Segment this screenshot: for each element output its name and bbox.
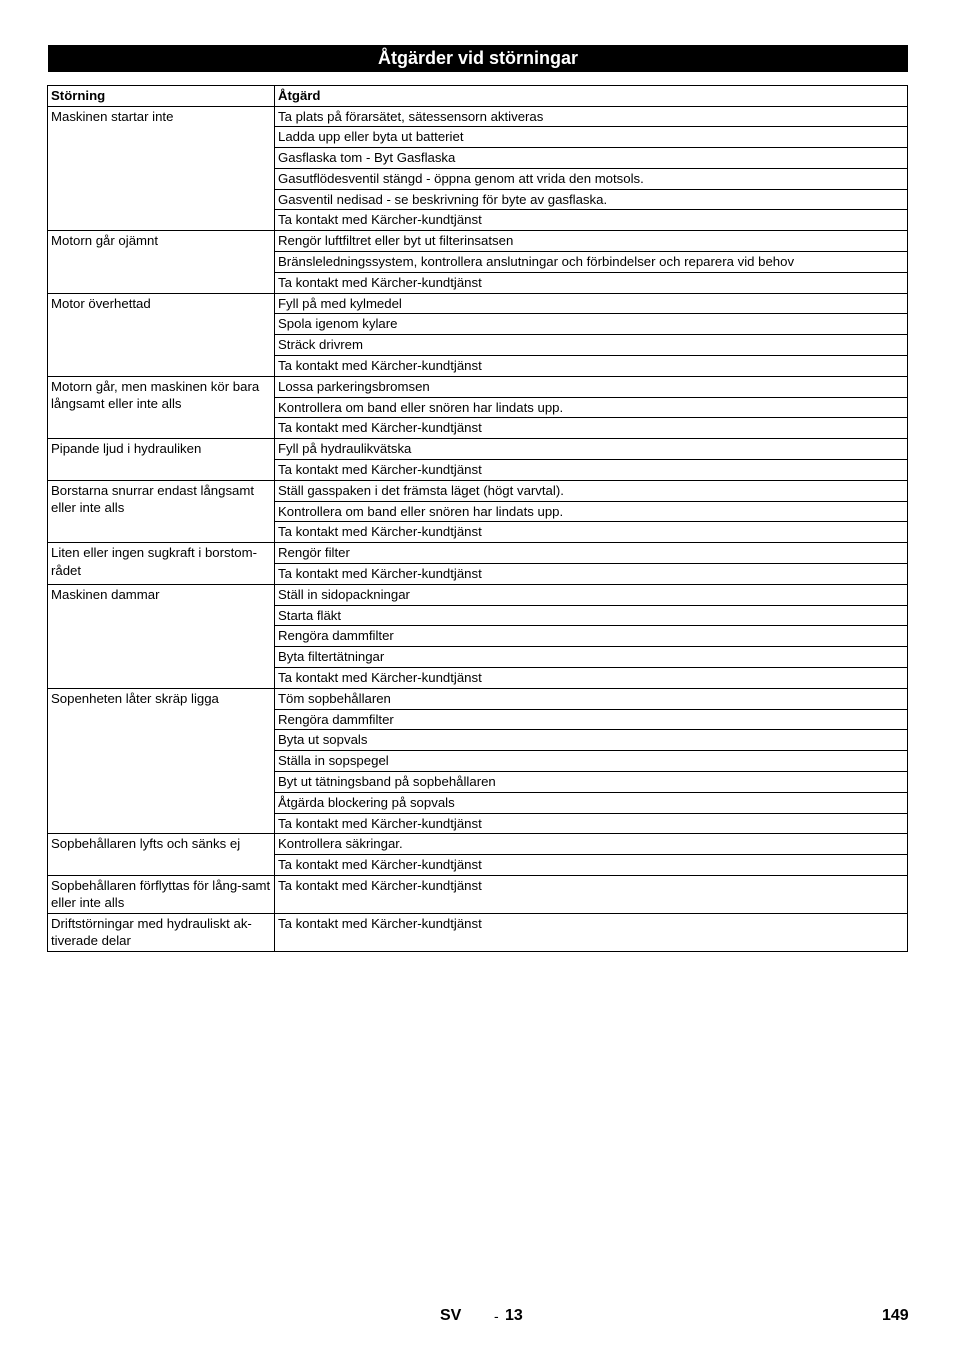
footer-page-number: 149 [882,1307,909,1324]
troubleshooting-table [47,85,908,952]
action-cell: Byt ut tätningsband på sopbehållaren [275,772,908,793]
table-row [48,875,908,913]
action-cell: Rengör filter [275,543,908,564]
action-cell: Starta fläkt [275,605,908,626]
footer-section-page: 13 [505,1307,523,1324]
table-row [48,439,908,460]
footer-dash: - [494,1308,499,1324]
action-cell: Spola igenom kylare [275,314,908,335]
fault-cell: Driftstörningar med hydrauliskt ak-tiverade delar [48,913,275,951]
page-title: Åtgärder vid störningar [48,45,908,72]
action-cell: Ta kontakt med Kärcher-kundtjänst [275,813,908,834]
action-cell: Ta kontakt med Kärcher-kundtjänst [275,418,908,439]
fault-cell: Maskinen startar inte [48,106,275,231]
action-cell: Ta kontakt med Kärcher-kundtjänst [275,356,908,377]
action-cell: Ta kontakt med Kärcher-kundtjänst [275,460,908,481]
action-cell: Bränsleledningssystem, kontrollera anslutningar och förbindelser och reparera vid behov [275,252,908,273]
table-row [48,584,908,605]
action-cell: Byta filtertätningar [275,647,908,668]
fault-cell: Borstarna snurrar endast långsamt eller inte alls [48,480,275,542]
action-cell: Gasventil nedisad - se beskrivning för byte av gasflaska. [275,189,908,210]
fault-cell: Motorn går ojämnt [48,231,275,293]
fault-cell: Pipande ljud i hydrauliken [48,439,275,481]
action-cell: Åtgärda blockering på sopvals [275,792,908,813]
action-cell: Byta ut sopvals [275,730,908,751]
action-cell: Rengöra dammfilter [275,709,908,730]
action-cell: Ta plats på förarsätet, sätessensorn aktiveras [275,106,908,127]
action-cell: Ta kontakt med Kärcher-kundtjänst [275,875,908,913]
action-cell: Ställ gasspaken i det främsta läget (högt varvtal). [275,480,908,501]
fault-cell: Sopenheten låter skräp ligga [48,688,275,834]
table-body [48,106,908,951]
table-header-row [48,86,908,107]
table-row [48,834,908,855]
table-row [48,293,908,314]
action-cell: Gasutflödesventil stängd - öppna genom att vrida den motsols. [275,168,908,189]
table-row [48,688,908,709]
column-header-fault: Störning [48,86,275,107]
action-cell: Ta kontakt med Kärcher-kundtjänst [275,855,908,876]
action-cell: Ställ in sidopackningar [275,584,908,605]
footer-language: SV [440,1307,462,1324]
table-row [48,376,908,397]
action-cell: Ta kontakt med Kärcher-kundtjänst [275,210,908,231]
action-cell: Kontrollera om band eller snören har lindats upp. [275,397,908,418]
action-cell: Ställa in sopspegel [275,751,908,772]
action-cell: Ta kontakt med Kärcher-kundtjänst [275,522,908,543]
fault-cell: Liten eller ingen sugkraft i borstom-rådet [48,543,275,585]
action-cell: Fyll på hydraulikvätska [275,439,908,460]
fault-cell: Motorn går, men maskinen kör bara långsamt eller inte alls [48,376,275,438]
action-cell: Kontrollera om band eller snören har lindats upp. [275,501,908,522]
column-header-action: Åtgärd [275,86,908,107]
action-cell: Kontrollera säkringar. [275,834,908,855]
action-cell: Ladda upp eller byta ut batteriet [275,127,908,148]
action-cell: Fyll på med kylmedel [275,293,908,314]
action-cell: Rengöra dammfilter [275,626,908,647]
action-cell: Gasflaska tom - Byt Gasflaska [275,148,908,169]
table-row [48,231,908,252]
action-cell: Sträck drivrem [275,335,908,356]
fault-cell: Sopbehållaren lyfts och sänks ej [48,834,275,876]
action-cell: Ta kontakt med Kärcher-kundtjänst [275,913,908,951]
action-cell: Ta kontakt med Kärcher-kundtjänst [275,564,908,585]
action-cell: Töm sopbehållaren [275,688,908,709]
fault-cell: Motor överhettad [48,293,275,376]
action-cell: Lossa parkeringsbromsen [275,376,908,397]
fault-cell: Sopbehållaren förflyttas för lång-samt eller inte alls [48,875,275,913]
table-row [48,913,908,951]
table-row [48,543,908,564]
action-cell: Ta kontakt med Kärcher-kundtjänst [275,272,908,293]
action-cell: Rengör luftfiltret eller byt ut filterinsatsen [275,231,908,252]
fault-cell: Maskinen dammar [48,584,275,688]
table-row [48,106,908,127]
table-row [48,480,908,501]
action-cell: Ta kontakt med Kärcher-kundtjänst [275,668,908,689]
